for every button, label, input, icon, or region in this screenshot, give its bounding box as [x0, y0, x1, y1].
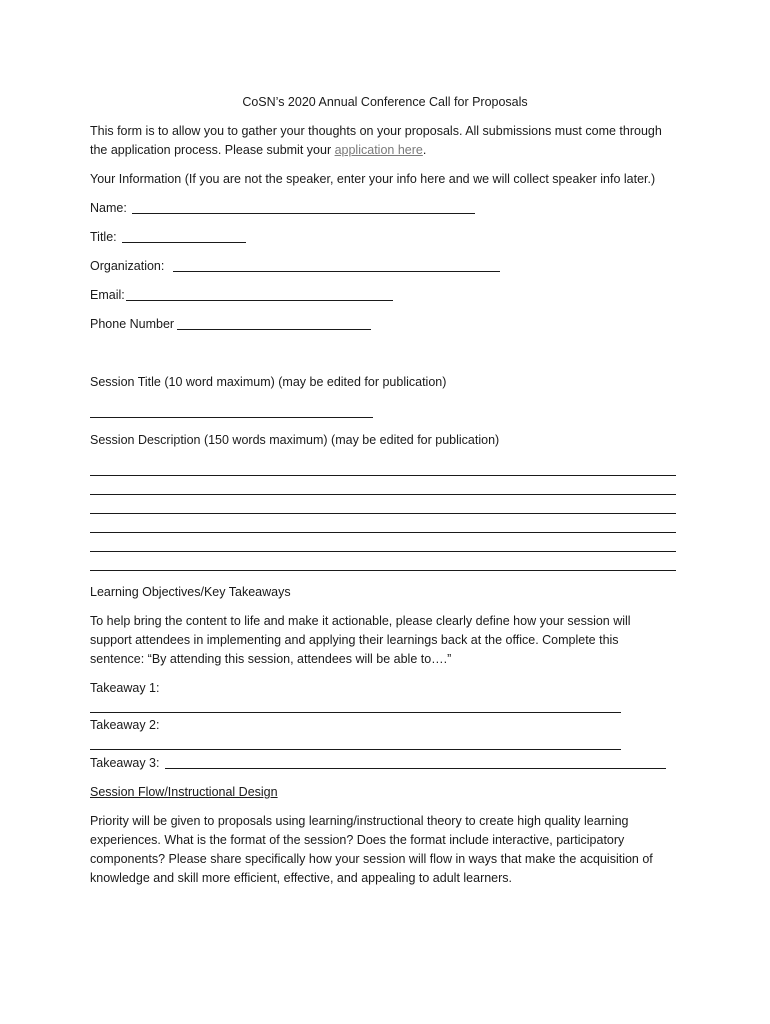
intro-line-2-end: .: [422, 143, 427, 157]
intro-line-2-text: the application process. Please submit your: [90, 143, 335, 157]
session-description-line[interactable]: [90, 475, 676, 476]
takeaway-2-field-line[interactable]: [90, 749, 621, 750]
title-field-line[interactable]: [122, 242, 246, 243]
session-flow-line-4: knowledge and skill more efficient, effective, and appealing to adult learners.: [90, 871, 513, 885]
session-description-heading: Session Description (150 words maximum) (may be edited for publication): [90, 433, 500, 447]
session-title-heading: Session Title (10 word maximum) (may be edited for publication): [90, 375, 447, 389]
session-flow-line-3: components? Please share specifically how your session will flow in ways that make the acquisition of: [90, 852, 653, 866]
session-description-line[interactable]: [90, 532, 676, 533]
session-description-line[interactable]: [90, 551, 676, 552]
learning-objectives-heading: Learning Objectives/Key Takeaways: [90, 585, 291, 599]
email-label: Email:: [90, 288, 125, 302]
intro-line-2: [90, 141, 426, 159]
session-flow-line-2: experiences. What is the format of the session? Does the format include interactive, participatory: [90, 833, 625, 847]
intro-line-1: This form is to allow you to gather your thoughts on your proposals. All submissions must come through: [90, 124, 662, 138]
takeaway-1-field-line[interactable]: [90, 712, 621, 713]
takeaway-3-label: Takeaway 3:: [90, 756, 160, 770]
session-title-field-line[interactable]: [90, 417, 373, 418]
application-link[interactable]: application here: [334, 143, 423, 157]
phone-label: Phone Number: [90, 317, 175, 331]
title-label: Title:: [90, 230, 117, 244]
learning-objectives-line-1: To help bring the content to life and make it actionable, please clearly define how your session will: [90, 614, 631, 628]
email-field-line[interactable]: [126, 300, 393, 301]
name-field-line[interactable]: [132, 213, 475, 214]
learning-objectives-line-3: sentence: “By attending this session, attendees will be able to….”: [90, 652, 452, 666]
takeaway-2-label: Takeaway 2:: [90, 718, 160, 732]
takeaway-1-label: Takeaway 1:: [90, 681, 160, 695]
session-flow-heading: Session Flow/Instructional Design: [90, 785, 278, 799]
page-title: CoSN’s 2020 Annual Conference Call for Proposals: [242, 95, 528, 109]
session-description-line[interactable]: [90, 570, 676, 571]
phone-field-line[interactable]: [177, 329, 371, 330]
takeaway-3-field-line[interactable]: [165, 768, 666, 769]
your-information-heading: Your Information (If you are not the speaker, enter your info here and we will collect speaker info later.): [90, 172, 656, 186]
organization-label: Organization:: [90, 259, 165, 273]
organization-field-line[interactable]: [173, 271, 500, 272]
name-label: Name:: [90, 201, 127, 215]
session-description-line[interactable]: [90, 513, 676, 514]
learning-objectives-line-2: support attendees in implementing and applying their learnings back at the office. Complete this: [90, 633, 619, 647]
session-description-line[interactable]: [90, 494, 676, 495]
session-flow-line-1: Priority will be given to proposals using learning/instructional theory to create high quality learning: [90, 814, 629, 828]
